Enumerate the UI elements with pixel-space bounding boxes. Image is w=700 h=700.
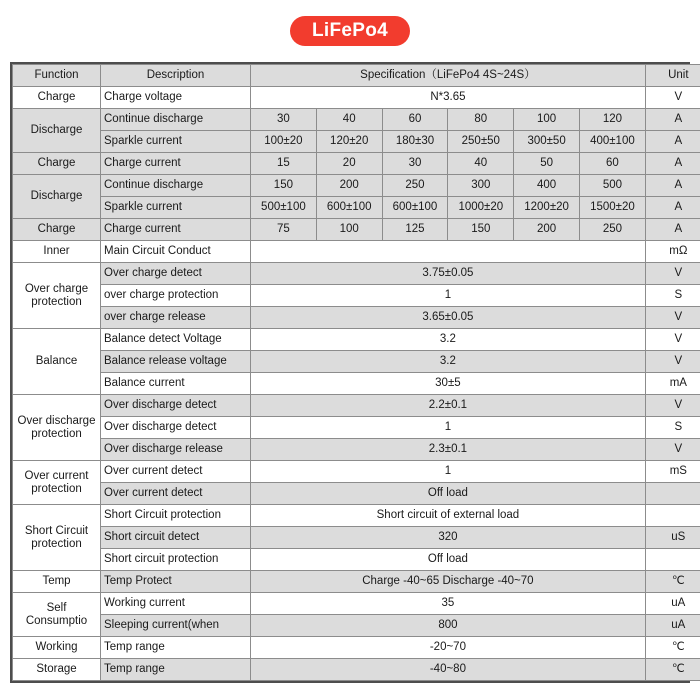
table-row: [13, 637, 700, 659]
table-row: [13, 197, 700, 219]
spec-cell: 300: [448, 175, 514, 197]
table-row: [13, 307, 700, 329]
table-row: [13, 329, 700, 351]
spec-cell: 200: [316, 175, 382, 197]
table-row: [13, 593, 700, 615]
spec-cell: 30: [382, 153, 448, 175]
function-cell: Storage: [13, 659, 101, 681]
spec-cell: 60: [579, 153, 645, 175]
spec-cell: 400: [514, 175, 580, 197]
unit-cell: [645, 549, 700, 571]
unit-cell: V: [645, 395, 700, 417]
spec-cell-merged: 30±5: [251, 373, 646, 395]
table-row: [13, 549, 700, 571]
table-row: [13, 131, 700, 153]
spec-cell: 15: [251, 153, 317, 175]
table-header: [13, 65, 700, 87]
unit-cell: V: [645, 263, 700, 285]
spec-cell: 50: [514, 153, 580, 175]
unit-cell: V: [645, 439, 700, 461]
spec-cell: 200: [514, 219, 580, 241]
description-cell: Over current detect: [101, 483, 251, 505]
description-cell: Temp Protect: [101, 571, 251, 593]
spec-cell-merged: 1: [251, 285, 646, 307]
function-cell: Charge: [13, 219, 101, 241]
unit-cell: ℃: [645, 659, 700, 681]
description-cell: Over discharge detect: [101, 395, 251, 417]
spec-cell: 180±30: [382, 131, 448, 153]
unit-cell: V: [645, 329, 700, 351]
header-description: Description: [101, 65, 251, 87]
table-row: [13, 153, 700, 175]
unit-cell: A: [645, 109, 700, 131]
unit-cell: mS: [645, 461, 700, 483]
spec-cell-merged: Off load: [251, 483, 646, 505]
spec-cell: 100±20: [251, 131, 317, 153]
description-cell: Over discharge release: [101, 439, 251, 461]
function-cell: Short Circuit protection: [13, 505, 101, 571]
spec-cell-merged: 800: [251, 615, 646, 637]
unit-cell: mA: [645, 373, 700, 395]
spec-cell: 1200±20: [514, 197, 580, 219]
spec-cell: 250±50: [448, 131, 514, 153]
spec-cell: 600±100: [382, 197, 448, 219]
table-row: [13, 351, 700, 373]
chemistry-badge: LiFePo4: [290, 16, 410, 46]
description-cell: Over discharge detect: [101, 417, 251, 439]
description-cell: Over current detect: [101, 461, 251, 483]
spec-cell-merged: Charge -40~65 Discharge -40~70: [251, 571, 646, 593]
description-cell: Balance release voltage: [101, 351, 251, 373]
unit-cell: A: [645, 219, 700, 241]
unit-cell: mΩ: [645, 241, 700, 263]
table-row: [13, 461, 700, 483]
description-cell: Charge current: [101, 153, 251, 175]
table-row: [13, 109, 700, 131]
spec-cell: 40: [448, 153, 514, 175]
table-row: [13, 417, 700, 439]
unit-cell: V: [645, 351, 700, 373]
unit-cell: ℃: [645, 637, 700, 659]
spec-cell-merged: [251, 241, 646, 263]
specification-table: [12, 64, 700, 681]
unit-cell: A: [645, 153, 700, 175]
table-row: [13, 505, 700, 527]
description-cell: Temp range: [101, 659, 251, 681]
description-cell: Charge voltage: [101, 87, 251, 109]
table-row: [13, 285, 700, 307]
spec-cell: 40: [316, 109, 382, 131]
function-cell: Over current protection: [13, 461, 101, 505]
unit-cell: V: [645, 307, 700, 329]
spec-cell-merged: N*3.65: [251, 87, 646, 109]
spec-cell: 500: [579, 175, 645, 197]
function-cell: Balance: [13, 329, 101, 395]
description-cell: over charge protection: [101, 285, 251, 307]
unit-cell: A: [645, 175, 700, 197]
description-cell: Continue discharge: [101, 175, 251, 197]
spec-cell: 20: [316, 153, 382, 175]
table-row: [13, 659, 700, 681]
function-cell: Over discharge protection: [13, 395, 101, 461]
table-row: [13, 527, 700, 549]
function-cell: Inner: [13, 241, 101, 263]
description-cell: Sparkle current: [101, 197, 251, 219]
header-unit: Unit: [645, 65, 700, 87]
badge-container: [0, 0, 700, 62]
spec-cell: 75: [251, 219, 317, 241]
description-cell: Main Circuit Conduct: [101, 241, 251, 263]
description-cell: over charge release: [101, 307, 251, 329]
table-row: [13, 241, 700, 263]
unit-cell: [645, 505, 700, 527]
unit-cell: uA: [645, 593, 700, 615]
table-row: [13, 483, 700, 505]
description-cell: Balance current: [101, 373, 251, 395]
spec-cell: 100: [316, 219, 382, 241]
function-cell: Discharge: [13, 109, 101, 153]
description-cell: Temp range: [101, 637, 251, 659]
function-cell: Charge: [13, 87, 101, 109]
description-cell: Sparkle current: [101, 131, 251, 153]
description-cell: Balance detect Voltage: [101, 329, 251, 351]
spec-cell-merged: 1: [251, 461, 646, 483]
spec-cell: 80: [448, 109, 514, 131]
spec-cell: 250: [382, 175, 448, 197]
spec-cell-merged: 1: [251, 417, 646, 439]
spec-cell-merged: Short circuit of external load: [251, 505, 646, 527]
spec-cell: 150: [251, 175, 317, 197]
spec-cell: 500±100: [251, 197, 317, 219]
spec-cell-merged: -40~80: [251, 659, 646, 681]
table-row: [13, 219, 700, 241]
spec-cell-merged: 3.75±0.05: [251, 263, 646, 285]
function-cell: Temp: [13, 571, 101, 593]
spec-cell: 120: [579, 109, 645, 131]
spec-cell-merged: 3.2: [251, 351, 646, 373]
description-cell: Over charge detect: [101, 263, 251, 285]
function-cell: Over charge protection: [13, 263, 101, 329]
header-specification: Specification（LiFePo4 4S~24S）: [251, 65, 646, 87]
table-row: [13, 87, 700, 109]
unit-cell: uA: [645, 615, 700, 637]
unit-cell: ℃: [645, 571, 700, 593]
description-cell: Short Circuit protection: [101, 505, 251, 527]
function-cell: Self Consumptio: [13, 593, 101, 637]
spec-cell: 250: [579, 219, 645, 241]
function-cell: Discharge: [13, 175, 101, 219]
table-row: [13, 615, 700, 637]
spec-cell: 600±100: [316, 197, 382, 219]
unit-cell: [645, 483, 700, 505]
specification-table-container: [10, 62, 690, 683]
description-cell: Charge current: [101, 219, 251, 241]
description-cell: Sleeping current(when: [101, 615, 251, 637]
spec-cell-merged: -20~70: [251, 637, 646, 659]
spec-cell-merged: 35: [251, 593, 646, 615]
description-cell: Continue discharge: [101, 109, 251, 131]
spec-cell: 1000±20: [448, 197, 514, 219]
spec-cell: 150: [448, 219, 514, 241]
spec-cell: 125: [382, 219, 448, 241]
description-cell: Short circuit protection: [101, 549, 251, 571]
unit-cell: V: [645, 87, 700, 109]
spec-cell-merged: 2.2±0.1: [251, 395, 646, 417]
description-cell: Working current: [101, 593, 251, 615]
spec-cell-merged: 3.2: [251, 329, 646, 351]
table-body: [13, 87, 700, 681]
table-row: [13, 373, 700, 395]
function-cell: Working: [13, 637, 101, 659]
table-row: [13, 571, 700, 593]
spec-cell-merged: 320: [251, 527, 646, 549]
table-row: [13, 439, 700, 461]
spec-cell: 120±20: [316, 131, 382, 153]
header-row: [13, 65, 700, 87]
unit-cell: A: [645, 197, 700, 219]
spec-cell: 100: [514, 109, 580, 131]
unit-cell: S: [645, 417, 700, 439]
unit-cell: S: [645, 285, 700, 307]
spec-cell: 1500±20: [579, 197, 645, 219]
function-cell: Charge: [13, 153, 101, 175]
table-row: [13, 395, 700, 417]
spec-cell: 30: [251, 109, 317, 131]
table-row: [13, 263, 700, 285]
spec-cell-merged: 2.3±0.1: [251, 439, 646, 461]
spec-cell: 60: [382, 109, 448, 131]
spec-cell: 400±100: [579, 131, 645, 153]
unit-cell: uS: [645, 527, 700, 549]
table-row: [13, 175, 700, 197]
description-cell: Short circuit detect: [101, 527, 251, 549]
spec-cell: 300±50: [514, 131, 580, 153]
header-function: Function: [13, 65, 101, 87]
unit-cell: A: [645, 131, 700, 153]
spec-cell-merged: Off load: [251, 549, 646, 571]
spec-cell-merged: 3.65±0.05: [251, 307, 646, 329]
